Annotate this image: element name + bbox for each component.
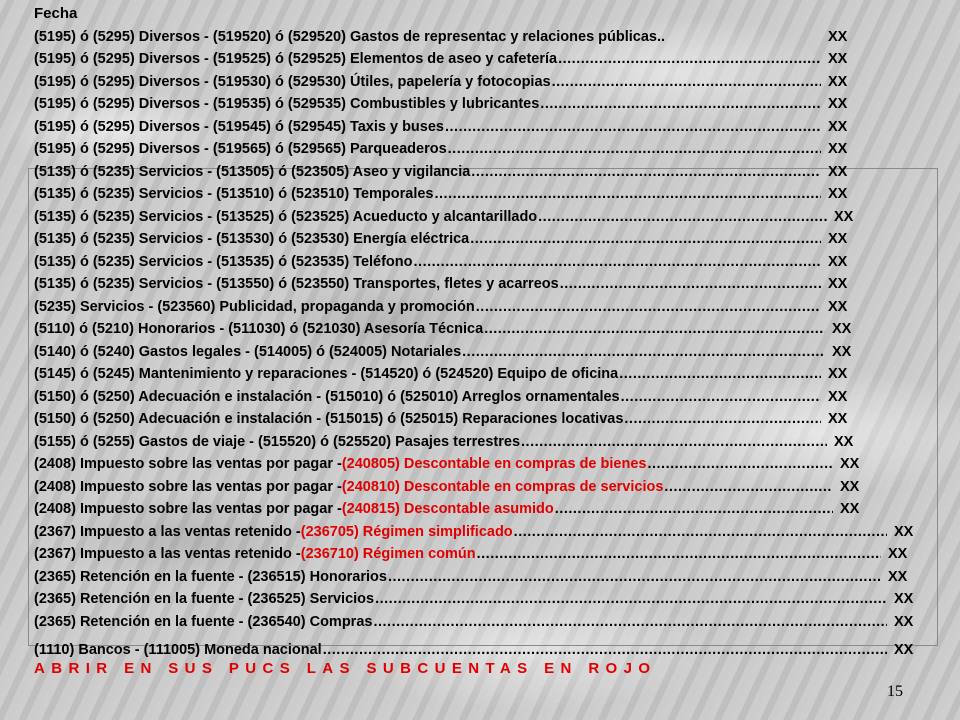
dot-leader [624,408,821,431]
account-text: (2367) Impuesto a las ventas retenido - [34,523,301,540]
account-row [34,498,892,521]
amount-placeholder: XX [828,141,848,157]
dot-leader [476,296,821,319]
amount-placeholder: XX [828,51,848,67]
account-row [34,341,884,364]
amount-placeholder: XX [840,456,860,472]
dot-leader [471,161,821,184]
account-row [34,26,880,49]
amount-placeholder: XX [828,186,848,202]
account-text: (5195) ó (5295) Diversos - (519525) ó (529525) Elementos de aseo y cafetería [34,51,558,67]
account-text: (5110) ó (5210) Honorarios - (511030) ó (521030) Asesoría Técnica [34,321,484,337]
account-text: (5195) ó (5295) Diversos - (519565) ó (529565) Parqueaderos [34,141,447,157]
dot-leader [373,611,887,634]
dot-leader [538,206,827,229]
page-number: 15 [887,683,903,700]
dot-leader [448,138,821,161]
dot-leader [621,386,821,409]
amount-placeholder: XX [832,321,852,337]
dot-leader [552,71,821,94]
account-row [34,183,880,206]
account-text: (5145) ó (5245) Mantenimiento y reparaciones - (514520) ó (524520) Equipo de oficina [34,366,619,382]
amount-placeholder: XX [894,523,914,540]
dot-leader [388,566,881,589]
dot-leader [414,251,821,274]
account-text: (5135) ó (5235) Servicios - (513535) ó (523535) Teléfono [34,253,413,270]
account-text: (5155) ó (5255) Gastos de viaje - (515520) ó (525520) Pasajes terrestres [34,433,521,450]
account-text: (5135) ó (5235) Servicios - (513510) ó (523510) Temporales [34,186,434,202]
account-row [34,251,880,274]
amount-placeholder: XX [894,613,914,630]
account-text: (2408) Impuesto sobre las ventas por pagar - [34,478,342,495]
account-text: (5195) ó (5295) Diversos - (519520) ó (529520) Gastos de representac y relaciones públicas.. [34,28,666,45]
account-row [34,93,880,116]
dot-leader [555,498,833,521]
amount-placeholder: XX [894,591,914,607]
account-text: (5135) ó (5235) Servicios - (513505) ó (523505) Aseo y vigilancia [34,163,471,180]
account-text: (5135) ó (5235) Servicios - (513550) ó (523550) Transportes, fletes y acarreos [34,276,559,292]
account-rows [34,26,946,662]
account-text: (1110) Bancos - (111005) Moneda nacional [34,642,322,658]
account-text: (5135) ó (5235) Servicios - (513525) ó (523525) Acueducto y alcantarillado [34,208,538,225]
amount-placeholder: XX [828,28,848,45]
account-listing [34,3,946,662]
amount-placeholder: XX [828,411,848,427]
account-text: (2365) Retención en la fuente - (236515) Honorarios [34,568,387,585]
dot-leader [435,183,822,206]
amount-placeholder: XX [840,501,860,517]
account-row [34,476,892,499]
dot-leader [514,521,887,544]
amount-placeholder: XX [894,642,914,658]
subaccount-highlight: (240815) Descontable asumido [341,501,554,517]
account-text: (2365) Retención en la fuente - (236540) Compras [34,613,373,630]
subaccount-highlight: (236705) Régimen simplificado [300,523,513,540]
account-row [34,273,880,296]
account-row [34,386,880,409]
account-row [34,408,880,431]
account-text: (5140) ó (5240) Gastos legales - (514005) ó (524005) Notariales [34,343,462,360]
amount-placeholder: XX [888,546,908,562]
account-row [34,566,940,589]
dot-leader [647,453,833,476]
dot-leader [619,363,821,386]
account-row [34,116,880,139]
amount-placeholder: XX [828,388,848,405]
amount-placeholder: XX [828,231,848,247]
account-text: (5135) ó (5235) Servicios - (513530) ó (523530) Energía eléctrica [34,231,470,247]
amount-placeholder: XX [828,118,848,135]
amount-placeholder: XX [828,96,848,112]
account-row [34,318,884,341]
account-text: (5195) ó (5295) Diversos - (519530) ó (529530) Útiles, papelería y fotocopias [34,73,551,90]
dot-leader [558,48,821,71]
account-row [34,639,946,662]
account-row [34,543,940,566]
dot-leader [470,228,821,251]
amount-placeholder: XX [888,568,908,585]
dot-leader [477,543,881,566]
amount-placeholder: XX [828,276,848,292]
amount-placeholder: XX [828,163,848,180]
subaccount-highlight: (240805) Descontable en compras de bienes [341,456,647,472]
instruction-footer: ABRIR EN SUS PUCS LAS SUBCUENTAS EN ROJO [34,660,657,677]
account-row [34,453,892,476]
dot-leader [484,318,825,341]
account-row [34,48,880,71]
amount-placeholder: XX [828,253,848,270]
account-text: (2367) Impuesto a las ventas retenido - [34,546,301,562]
account-text: (2408) Impuesto sobre las ventas por pagar - [34,501,342,517]
account-text: (5150) ó (5250) Adecuación e instalación - (515015) ó (525015) Reparaciones locativas [34,411,624,427]
dot-leader [521,431,827,454]
dot-leader [323,639,887,662]
account-text: (2365) Retención en la fuente - (236525) Servicios [34,591,375,607]
account-text: (5195) ó (5295) Diversos - (519545) ó (529545) Taxis y buses [34,118,444,135]
amount-placeholder: XX [834,433,854,450]
amount-placeholder: XX [834,208,854,225]
dot-leader [560,273,821,296]
amount-placeholder: XX [840,478,860,495]
account-row [34,71,880,94]
account-text: (5150) ó (5250) Adecuación e instalación - (515010) ó (525010) Arreglos ornamentales [34,388,620,405]
account-row [34,521,946,544]
amount-placeholder: XX [828,298,848,315]
dot-leader [462,341,825,364]
account-text: (2408) Impuesto sobre las ventas por pagar - [34,456,342,472]
amount-placeholder: XX [832,343,852,360]
account-row [34,588,946,611]
account-row [34,431,886,454]
dot-leader [445,116,821,139]
account-row [34,228,880,251]
account-row [34,161,880,184]
account-text: (5235) Servicios - (523560) Publicidad, propaganda y promoción [34,298,475,315]
account-row [34,138,880,161]
account-row [34,611,946,634]
amount-placeholder: XX [828,366,848,382]
dot-leader [664,476,833,499]
subaccount-highlight: (240810) Descontable en compras de servicios [341,478,664,495]
dot-leader [375,588,887,611]
account-row [34,296,880,319]
date-header: Fecha [34,5,78,22]
account-row [34,206,886,229]
amount-placeholder: XX [828,73,848,90]
account-text: (5195) ó (5295) Diversos - (519535) ó (529535) Combustibles y lubricantes [34,96,540,112]
subaccount-highlight: (236710) Régimen común [300,546,476,562]
dot-leader [540,93,821,116]
account-row [34,363,880,386]
